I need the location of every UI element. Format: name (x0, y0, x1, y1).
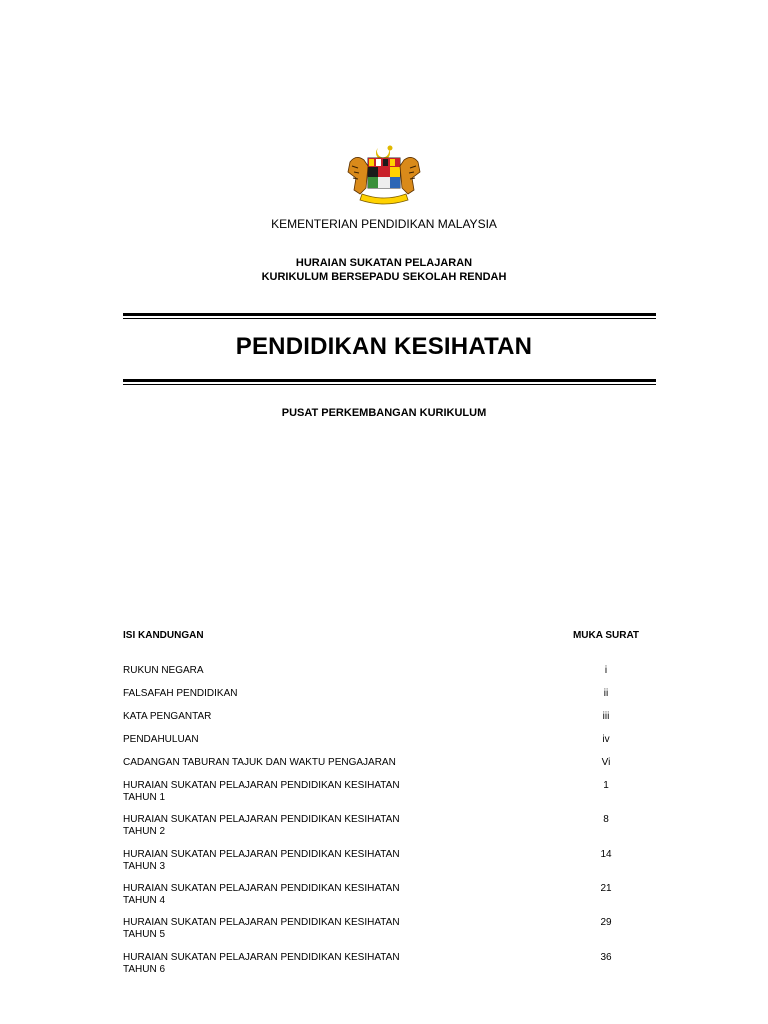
toc-item-page: 8 (603, 814, 609, 825)
toc-item-label-line1: HURAIAN SUKATAN PELAJARAN PENDIDIKAN KESIHATAN (123, 883, 400, 894)
top-rule-thick (123, 313, 656, 316)
toc-item-page: iv (602, 734, 610, 745)
coat-of-arms-icon (344, 142, 424, 206)
toc-item-label (123, 883, 423, 907)
toc-item-label-line2: TAHUN 5 (123, 929, 166, 940)
toc-heading: ISI KANDUNGAN (123, 630, 204, 641)
toc-item-page: ii (603, 688, 609, 699)
document-subtitle-2: KURIKULUM BERSEPADU SEKOLAH RENDAH (261, 271, 507, 283)
toc-item-page: i (604, 665, 608, 676)
toc-item-label-line1: KATA PENGANTAR (123, 711, 212, 722)
toc-item-page: 21 (600, 883, 612, 894)
toc-item-page: iii (602, 711, 610, 722)
toc-item-label-line2: TAHUN 3 (123, 861, 166, 872)
toc-item-label-line1: RUKUN NEGARA (123, 665, 204, 676)
toc-item-label (123, 849, 423, 873)
toc-item-label-line2: TAHUN 6 (123, 964, 166, 975)
toc-item-label (123, 814, 423, 838)
toc-item-page: 1 (603, 780, 609, 791)
ministry-name: KEMENTERIAN PENDIDIKAN MALAYSIA (271, 217, 497, 231)
page-title: PENDIDIKAN KESIHATAN (235, 333, 533, 360)
bottom-rule-thick (123, 379, 656, 382)
toc-item-label (123, 711, 423, 723)
toc-item-label (123, 952, 423, 976)
toc-item-label (123, 917, 423, 941)
toc-item-page: 14 (600, 849, 612, 860)
toc-item-label-line1: HURAIAN SUKATAN PELAJARAN PENDIDIKAN KESIHATAN (123, 814, 400, 825)
toc-item-label-line2: TAHUN 4 (123, 895, 166, 906)
toc-item-page: 29 (600, 917, 612, 928)
toc-item-label-line1: FALSAFAH PENDIDIKAN (123, 688, 238, 699)
toc-item-label-line1: CADANGAN TABURAN TAJUK DAN WAKTU PENGAJARAN (123, 757, 396, 768)
toc-item-label-line1: PENDAHULUAN (123, 734, 199, 745)
bottom-rule-thin (123, 384, 656, 385)
top-rule-thin (123, 318, 656, 319)
toc-item-label (123, 780, 423, 804)
toc-item-label-line1: HURAIAN SUKATAN PELAJARAN PENDIDIKAN KESIHATAN (123, 849, 400, 860)
toc-item-label-line1: HURAIAN SUKATAN PELAJARAN PENDIDIKAN KESIHATAN (123, 780, 400, 791)
toc-item-page: Vi (601, 757, 611, 768)
toc-item-label (123, 734, 423, 746)
toc-item-label-line2: TAHUN 1 (123, 792, 166, 803)
toc-page-heading: MUKA SURAT (572, 630, 640, 641)
toc-item-label (123, 688, 423, 700)
department-name: PUSAT PERKEMBANGAN KURIKULUM (281, 407, 487, 419)
toc-item-label-line1: HURAIAN SUKATAN PELAJARAN PENDIDIKAN KESIHATAN (123, 952, 400, 963)
toc-item-label (123, 665, 423, 677)
toc-item-label-line1: HURAIAN SUKATAN PELAJARAN PENDIDIKAN KESIHATAN (123, 917, 400, 928)
document-subtitle-1: HURAIAN SUKATAN PELAJARAN (295, 257, 473, 269)
toc-item-label (123, 757, 423, 769)
toc-item-label-line2: TAHUN 2 (123, 826, 166, 837)
toc-item-page: 36 (600, 952, 612, 963)
